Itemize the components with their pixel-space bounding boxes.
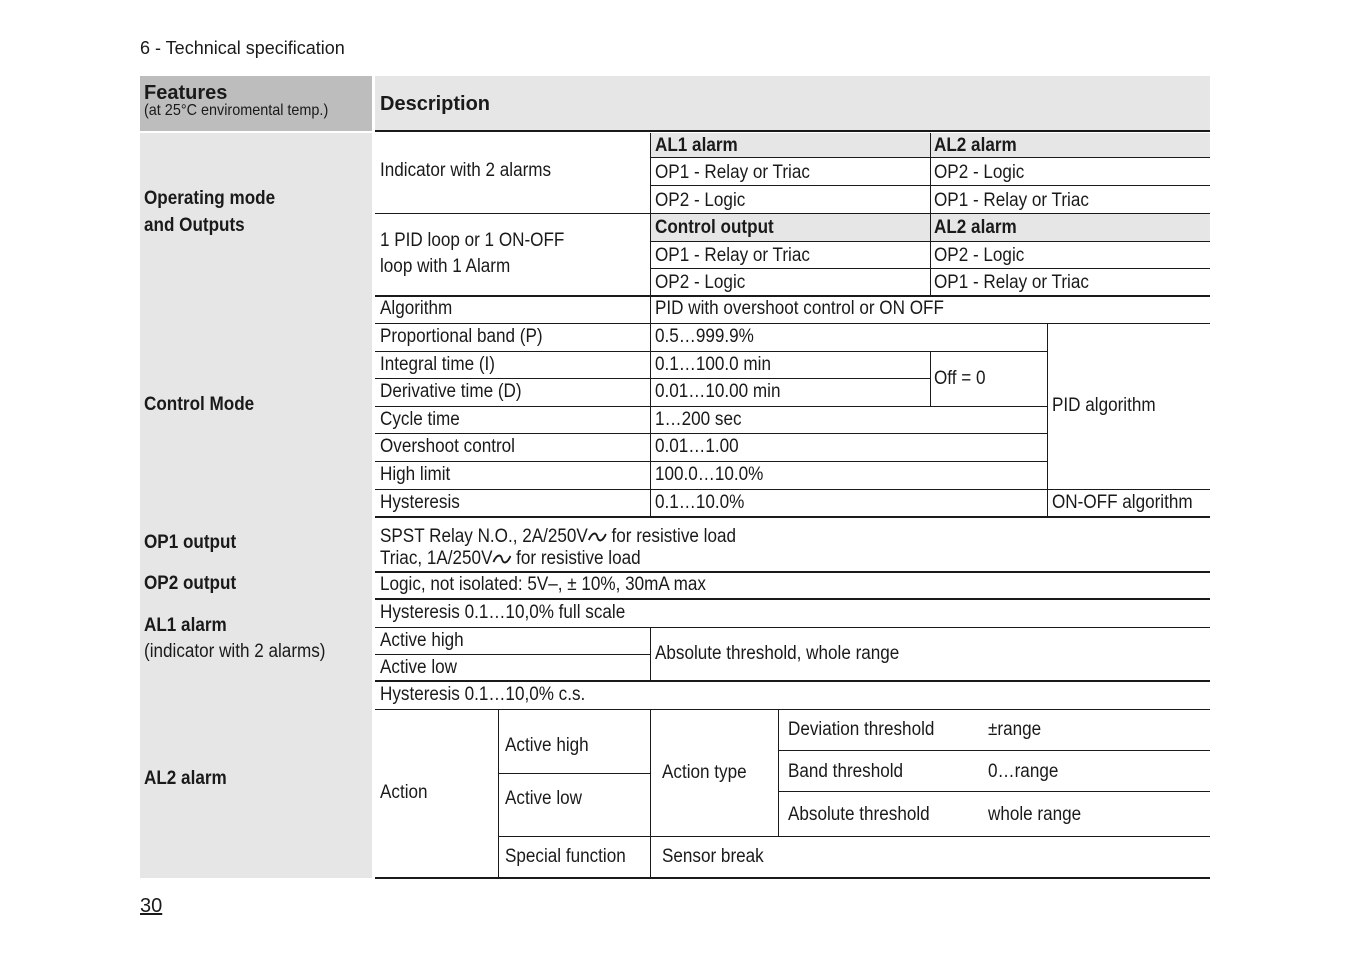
- rule: [498, 709, 499, 877]
- rule: [375, 433, 1047, 434]
- off-note: Off = 0: [934, 368, 986, 389]
- param-name: Proportional band (P): [380, 326, 543, 347]
- rule: [930, 351, 931, 406]
- al2-hysteresis: Hysteresis 0.1…10,0% c.s.: [380, 684, 586, 705]
- op1-relay-cell: OP1 - Relay or Triac: [934, 190, 1089, 211]
- rule: [650, 627, 651, 680]
- rule: [1047, 323, 1048, 516]
- param-value: 100.0…10.0%: [655, 464, 764, 485]
- op1-triac-spec: [380, 548, 641, 570]
- rule: [375, 295, 1210, 297]
- al2-action-type: Action type: [662, 762, 747, 783]
- operating-mode-label-2: and Outputs: [144, 215, 245, 236]
- op1-relay-cell: OP1 - Relay or Triac: [655, 245, 810, 266]
- param-value: 1…200 sec: [655, 409, 742, 430]
- al2-absolute-range: whole range: [988, 804, 1082, 825]
- rule: [375, 598, 1210, 600]
- al1-active-high: Active high: [380, 630, 464, 651]
- rule: [930, 133, 931, 295]
- description-header: Description: [380, 93, 491, 115]
- rule: [650, 133, 651, 295]
- rule: [375, 680, 1210, 682]
- op2-logic-cell: OP2 - Logic: [655, 272, 746, 293]
- rule: [778, 750, 1210, 751]
- param-name: Derivative time (D): [380, 381, 522, 402]
- rule: [375, 489, 1210, 490]
- header-description-cell: [375, 76, 1210, 131]
- rule: [650, 297, 651, 516]
- param-value: 0.1…10.0%: [655, 492, 745, 513]
- section-title: 6 - Technical specification: [140, 38, 345, 58]
- al2-alarm-header: AL2 alarm: [934, 135, 1017, 156]
- param-name: Overshoot control: [380, 436, 515, 457]
- al1-alarm-label: AL1 alarm: [144, 615, 227, 636]
- op2-logic-spec: Logic, not isolated: 5V–, ± 10%, 30mA max: [380, 574, 706, 595]
- indicator-2-alarms: Indicator with 2 alarms: [380, 160, 552, 181]
- rule: [375, 213, 1210, 214]
- op2-logic-cell: OP2 - Logic: [655, 190, 746, 211]
- features-note: (at 25°C enviromental temp.): [144, 102, 329, 119]
- param-name: Integral time (I): [380, 354, 495, 375]
- operating-mode-label: Operating mode: [144, 188, 276, 209]
- control-mode-label: Control Mode: [144, 394, 255, 415]
- param-name: Hysteresis: [380, 492, 460, 513]
- features-header: Features: [144, 82, 228, 104]
- rule: [778, 709, 779, 836]
- op2-logic-cell: OP2 - Logic: [934, 162, 1025, 183]
- rule: [778, 791, 1210, 792]
- op1-relay-spec-load: for resistive load: [606, 526, 737, 547]
- param-name: Cycle time: [380, 409, 460, 430]
- param-value: 0.5…999.9%: [655, 326, 754, 347]
- pid-loop-line1: 1 PID loop or 1 ON-OFF: [380, 230, 565, 251]
- al1-hysteresis: Hysteresis 0.1…10,0% full scale: [380, 602, 626, 623]
- rule: [375, 654, 650, 655]
- param-value: 0.01…1.00: [655, 436, 739, 457]
- rule: [375, 461, 1047, 462]
- op1-relay-spec-text: SPST Relay N.O., 2A/250V: [380, 526, 588, 547]
- al1-threshold: Absolute threshold, whole range: [655, 643, 900, 664]
- al2-band-threshold: Band threshold: [788, 761, 904, 782]
- rule: [375, 516, 1210, 518]
- al1-active-low: Active low: [380, 657, 457, 678]
- al2-active-high: Active high: [505, 735, 589, 756]
- page-number: 30: [140, 895, 163, 917]
- rule: [498, 836, 1210, 837]
- op1-output-label: OP1 output: [144, 532, 237, 553]
- ac-symbol-icon: [492, 553, 511, 565]
- rule: [375, 130, 1210, 132]
- op1-relay-spec: [380, 526, 736, 548]
- rule: [375, 571, 1210, 573]
- rule: [650, 709, 651, 877]
- rule: [498, 773, 650, 774]
- rule: [375, 627, 1210, 628]
- al2-band-range: 0…range: [988, 761, 1059, 782]
- op2-output-label: OP2 output: [144, 573, 237, 594]
- features-column-bg: [140, 133, 372, 878]
- control-output-header: Control output: [655, 217, 774, 238]
- op1-relay-cell: OP1 - Relay or Triac: [934, 272, 1089, 293]
- rule: [375, 709, 1210, 710]
- rule: [375, 378, 931, 379]
- al2-special-function: Special function: [505, 846, 626, 867]
- al2-absolute-threshold: Absolute threshold: [788, 804, 930, 825]
- op1-triac-spec-load: for resistive load: [511, 548, 641, 569]
- param-name: High limit: [380, 464, 451, 485]
- param-value: 0.1…100.0 min: [655, 354, 771, 375]
- al2-deviation-threshold: Deviation threshold: [788, 719, 935, 740]
- op2-logic-cell: OP2 - Logic: [934, 245, 1025, 266]
- op1-triac-spec-text: Triac, 1A/250V: [380, 548, 493, 569]
- al1-alarm-header: AL1 alarm: [655, 135, 738, 156]
- al2-alarm-header-2: AL2 alarm: [934, 217, 1017, 238]
- al2-alarm-label: AL2 alarm: [144, 768, 227, 789]
- rule: [375, 877, 1210, 879]
- algorithm-value: PID with overshoot control or ON OFF: [655, 298, 944, 319]
- op1-relay-cell: OP1 - Relay or Triac: [655, 162, 810, 183]
- al1-alarm-sublabel: (indicator with 2 alarms): [144, 641, 326, 662]
- al2-sensor-break: Sensor break: [662, 846, 764, 867]
- onoff-algorithm-note: ON-OFF algorithm: [1052, 492, 1193, 513]
- algorithm-label: Algorithm: [380, 298, 453, 319]
- rule: [375, 406, 1047, 407]
- al2-active-low: Active low: [505, 788, 582, 809]
- pid-algorithm-note: PID algorithm: [1052, 395, 1156, 416]
- rule: [375, 323, 1210, 324]
- rule: [375, 351, 1047, 352]
- pid-loop-line2: loop with 1 Alarm: [380, 256, 511, 277]
- al2-deviation-range: ±range: [988, 719, 1042, 740]
- al2-action: Action: [380, 782, 428, 803]
- param-value: 0.01…10.00 min: [655, 381, 781, 402]
- ac-symbol-icon: [588, 531, 607, 543]
